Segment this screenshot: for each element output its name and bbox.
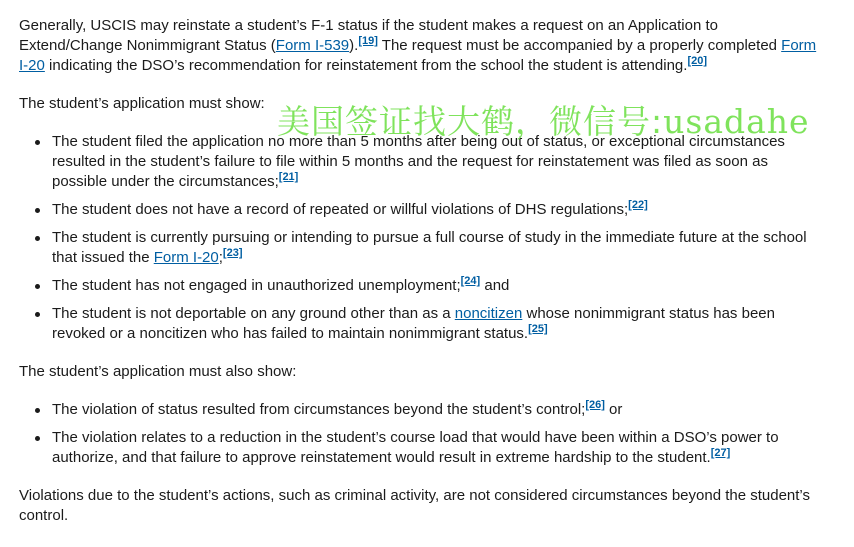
intro-text: ). — [349, 37, 359, 54]
footnote-20-link[interactable]: [20] — [687, 55, 707, 67]
list-item-text: whose nonimmigrant status has been revoked or a noncitizen who has failed to maintain nonimmigrant status. — [52, 305, 775, 342]
watermark-latin-text: usadahe — [663, 102, 810, 141]
watermark-cjk-text: 美国签证找大鹤，微信号: — [277, 102, 664, 141]
footnote-24 — [461, 275, 481, 287]
footnote-25 — [528, 323, 548, 335]
footnote-20 — [687, 55, 707, 67]
footnote-23 — [223, 247, 243, 259]
list-item — [52, 276, 819, 296]
list-item — [52, 228, 819, 268]
list-item-text: The violation of status resulted from circumstances beyond the student’s control; — [52, 401, 586, 418]
must-show-heading: The student’s application must show: — [19, 95, 265, 112]
list-item — [52, 200, 819, 220]
footnote-22-link[interactable]: [22] — [628, 199, 648, 211]
footnote-23-link[interactable]: [23] — [222, 247, 243, 259]
list-item — [52, 400, 819, 420]
footnote-26-link[interactable]: [26] — [585, 399, 605, 411]
watermark-overlay — [277, 98, 810, 146]
intro-paragraph — [19, 16, 819, 76]
intro-text: indicating the DSO’s recommendation for reinstatement from the school the student is attending. — [44, 57, 688, 74]
list-item-text: The student is not deportable on any ground other than as a — [52, 305, 455, 322]
list-item-text: or — [604, 401, 623, 418]
list-item — [52, 304, 819, 344]
intro-text: The request must be accompanied by a properly completed — [377, 37, 782, 54]
list-item-text: ; — [218, 249, 223, 266]
intro-text: Generally, USCIS may reinstate a student’s F-1 status if the student makes a request on an Application to Extend/Change Nonimmigrant Status ( — [19, 17, 718, 54]
footnote-22 — [628, 199, 648, 211]
footnote-21 — [279, 171, 299, 183]
footnote-25-link[interactable]: [25] — [528, 323, 548, 335]
list-item — [52, 428, 819, 468]
list-item-text: The student filed the application no more than 5 months after being out of status, or exceptional circumstances resulted in the student’s failure to file within 5 months and the request for reinstatement was filed as soon as possible under the circumstances; — [52, 133, 785, 190]
footnote-19 — [358, 35, 378, 47]
article-content — [19, 16, 819, 526]
footnote-27-link[interactable]: [27] — [710, 447, 731, 459]
list-item-text: The student does not have a record of repeated or willful violations of DHS regulations; — [52, 201, 629, 218]
footnote-27 — [711, 447, 731, 459]
list-item-text: and — [480, 277, 510, 294]
list-item-text: The violation relates to a reduction in the student’s course load that would have been within a DSO’s power to authorize, and that failure to approve reinstatement would result in extreme hardship to the student. — [52, 429, 779, 466]
requirements-list — [19, 132, 819, 344]
form-i539-link[interactable]: Form I-539 — [275, 37, 350, 54]
footnote-24-link[interactable]: [24] — [460, 275, 481, 287]
form-i20-link[interactable]: Form I-20 — [153, 249, 219, 266]
list-item-text: The student has not engaged in unauthorized unemployment; — [52, 277, 461, 294]
footnote-21-link[interactable]: [21] — [278, 171, 299, 183]
additional-requirements-list — [19, 400, 819, 468]
footnote-19-link[interactable]: [19] — [358, 35, 378, 47]
list-item-text: The student is currently pursuing or intending to pursue a full course of study in the immediate future at the school that issued the — [52, 229, 807, 266]
footnote-26 — [585, 399, 605, 411]
noncitizen-link[interactable]: noncitizen — [454, 305, 523, 322]
also-show-heading: The student’s application must also show: — [19, 363, 297, 380]
form-i20-link[interactable]: Form I-20 — [19, 37, 817, 74]
closing-paragraph: Violations due to the student’s actions, such as criminal activity, are not considered circumstances beyond the student’s control. — [19, 487, 810, 524]
